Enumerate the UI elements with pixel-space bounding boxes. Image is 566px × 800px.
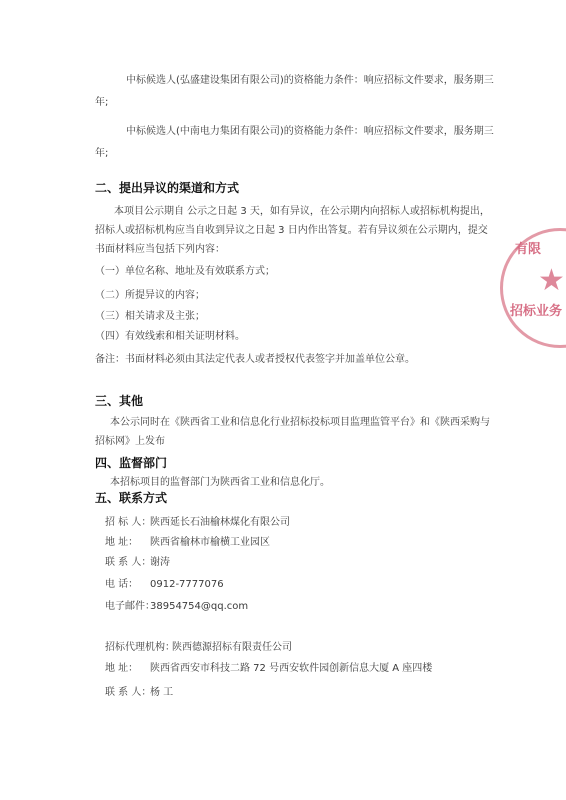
contact-label: 招 标 人： [105, 517, 152, 528]
contact-value: 陕西省榆林市榆横工业园区 [150, 537, 270, 548]
section-5-title: 五、联系方式 [95, 491, 168, 505]
contact-label: 联 系 人： [105, 687, 152, 698]
section-4-line-1: 本招标项目的监督部门为陕西省工业和信息化厅。 [110, 477, 330, 488]
contact-label: 地 址： [105, 663, 139, 674]
section-2-item: （四）有效线索和相关证明材料。 [95, 331, 245, 342]
seal-text-top: 有限 [515, 242, 542, 257]
contact-value: 0912-7777076 [150, 579, 224, 590]
contact-value: 陕西省西安市科技二路 72 号西安软件园创新信息大厦 A 座四楼 [150, 663, 433, 674]
section-2-para-2: 招标人或招标机构应当自收到异议之日起 3 日内作出答复。若有异议须在公示期内，提交 [95, 225, 488, 236]
seal-star-icon: ★ [538, 263, 565, 298]
contact-value: 陕西延长石油榆林煤化有限公司 [150, 517, 290, 528]
winner-third-line-cont: 年; [95, 148, 109, 159]
section-2-item: （一）单位名称、地址及有效联系方式； [95, 266, 275, 277]
section-3-title: 三、其他 [95, 394, 144, 408]
winner-second-line: 中标候选人(弘盛建设集团有限公司)的资格能力条件：响应招标文件要求，服务期三 [126, 75, 494, 86]
contact-value: 杨 工 [150, 687, 174, 698]
contact-label: 招标代理机构： [105, 642, 175, 653]
section-4-title: 四、监督部门 [95, 456, 168, 470]
section-3-line-1: 本公示同时在《陕西省工业和信息化行业招标投标项目监理监管平台》和《陕西采购与 [110, 417, 490, 428]
contact-label: 联 系 人： [105, 557, 152, 568]
seal-text-bottom: 招标业务 [510, 304, 563, 319]
contact-value: 38954754@qq.com [150, 601, 249, 612]
contact-value: 谢涛 [150, 557, 170, 568]
section-2-title: 二、提出异议的渠道和方式 [95, 181, 240, 195]
section-2-para-1: 本项目公示期自 公示之日起 3 天，如有异议，在公示期内向招标人或招标机构提出， [114, 206, 490, 217]
contact-label: 电子邮件： [105, 601, 155, 612]
winner-second-line-cont: 年; [95, 97, 109, 108]
contact-label: 地 址： [105, 537, 139, 548]
section-3-line-2: 招标网》上发布 [95, 436, 165, 447]
section-2-para-3: 书面材料应当包括下列内容： [95, 244, 225, 255]
contact-label: 电 话： [105, 579, 139, 590]
winner-third-line: 中标候选人(中南电力集团有限公司)的资格能力条件：响应招标文件要求，服务期三 [126, 126, 494, 137]
contact-value: 陕西德源招标有限责任公司 [172, 642, 292, 653]
section-2-note: 备注：书面材料必须由其法定代表人或者授权代表签字并加盖单位公章。 [95, 354, 415, 365]
section-2-item: （三）相关请求及主张； [95, 311, 205, 322]
section-2-item: （二）所提异议的内容； [95, 290, 205, 301]
